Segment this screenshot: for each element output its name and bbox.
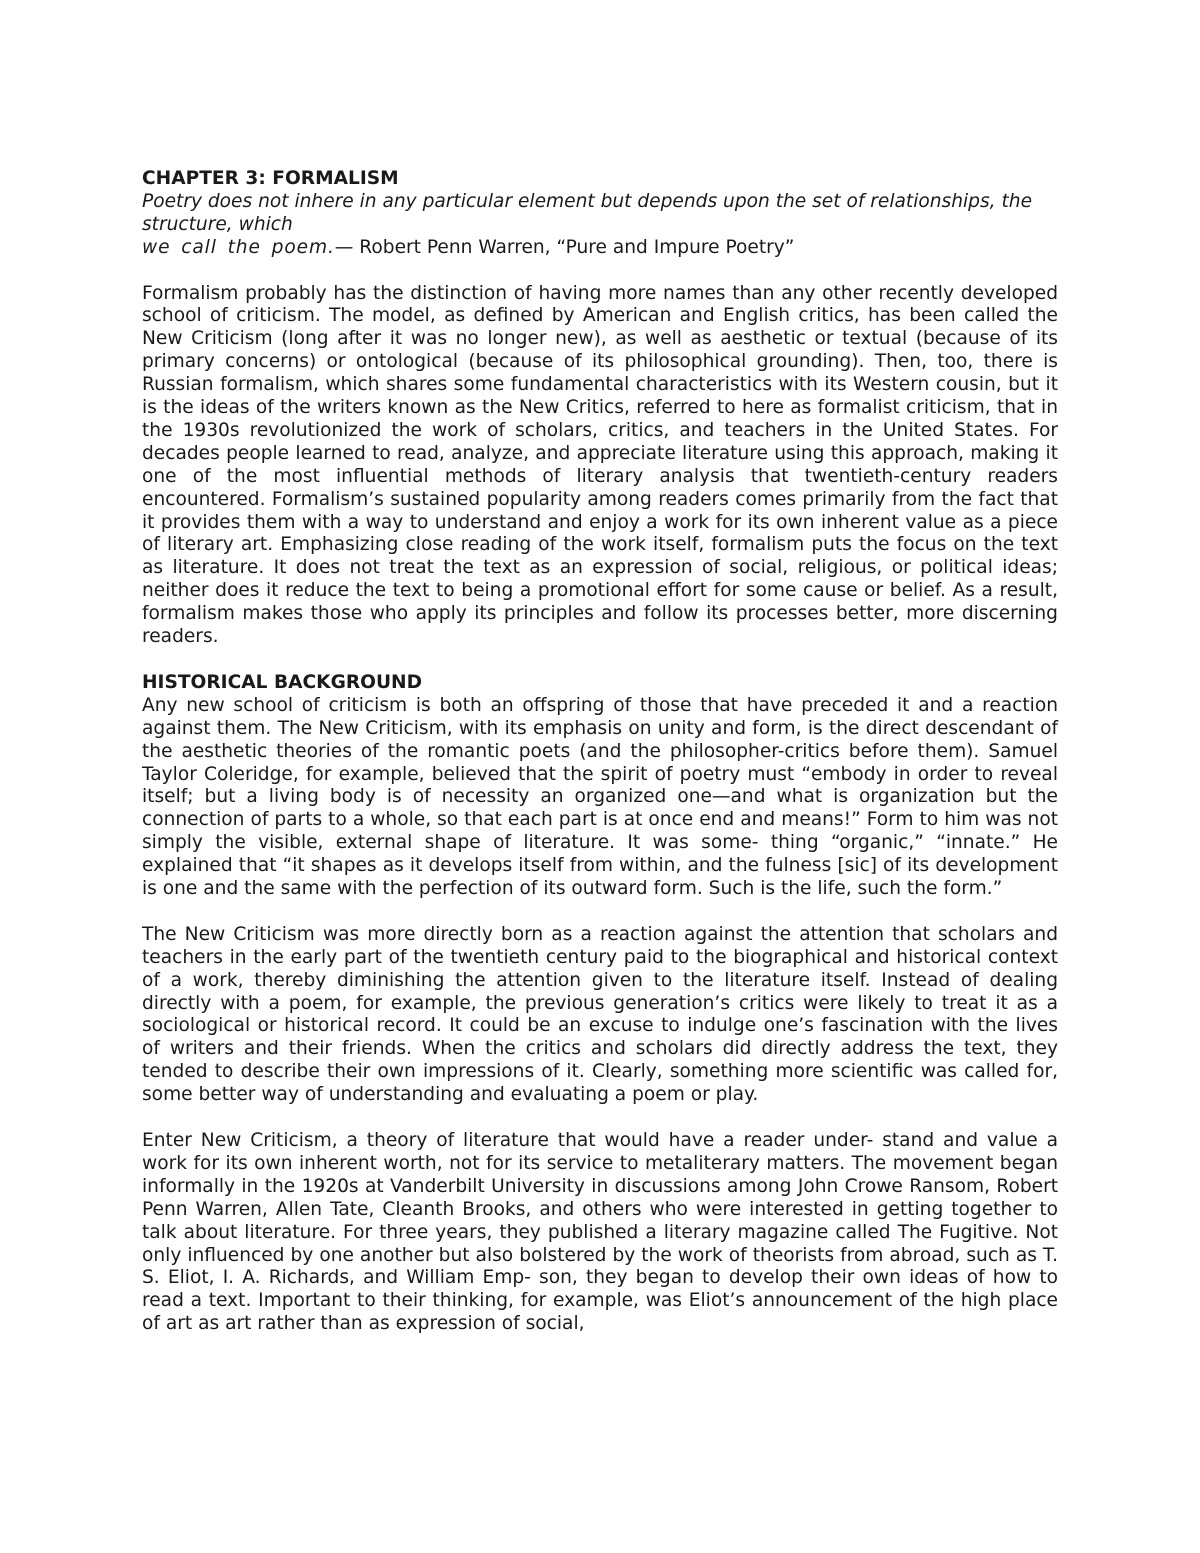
section-heading-historical-background: HISTORICAL BACKGROUND [142, 671, 423, 693]
spacer [142, 649, 1058, 672]
historical-paragraph-3: Enter New Criticism, a theory of literature that would have a reader under- stand and value a work for its own inherent worth, not for its service to metaliterary matters. The movement began informally in the 1920s at Vanderbilt University in discussions among John Crowe Ransom, Robert Penn Warren, Allen Tate, Cleanth Brooks, and others who were interested in getting together to talk about literature. For three years, they published a literary magazine called The Fugitive. Not only influenced by one another but also bolstered by the work of theorists from abroad, such as T. S. Eliot, I. A. Richards, and William Emp- son, they began to develop their own ideas of how to read a text. Important to their thinking, for example, was Eliot’s announcement of the high place of art as art rather than as expression of social, [142, 1130, 1058, 1335]
historical-paragraph-1: Any new school of criticism is both an offspring of those that have preceded it and a reaction against them. The New Criticism, with its emphasis on unity and form, is the direct descendant of the aesthetic theories of the romantic poets (and the philosopher-critics before them). Samuel Taylor Coleridge, for example, believed that the spirit of poetry must “embody in order to reveal itself; but a living body is of necessity an organized one—and what is organization but the connection of parts to a whole, so that each part is at once end and means!” Form to him was not simply the visible, external shape of literature. It was some- thing “organic,” “innate.” He explained that “it shapes as it develops itself from within, and the fulness [sic] of its development is one and the same with the perfection of its outward form. Such is the life, such the form.” [142, 694, 1058, 900]
spacer [142, 901, 1058, 924]
epigraph-attribution: — Robert Penn Warren, “Pure and Impure Poetry” [334, 236, 795, 258]
historical-paragraph-2: The New Criticism was more directly born as a reaction against the attention that scholars and teachers in the early part of the twentieth century paid to the biographical and historical context of a work, thereby diminishing the attention given to the literature itself. Instead of dealing directly with a poem, for example, the previous generation’s critics were likely to treat it as a sociological or historical record. It could be an excuse to indulge one’s fascination with the lives of writers and their friends. When the critics and scholars did directly address the text, they tended to describe their own impressions of it. Clearly, something more scientific was called for, some better way of understanding and evaluating a poem or play. [142, 923, 1058, 1106]
document-page [142, 168, 1058, 1336]
epigraph-last-line [142, 237, 1058, 260]
spacer [142, 260, 1058, 283]
chapter-title: CHAPTER 3: FORMALISM [142, 168, 399, 189]
intro-paragraph: Formalism probably has the distinction of having more names than any other recently developed school of criticism. The model, as defined by American and English critics, has been called the New Criticism (long after it was no longer new), as well as aesthetic or textual (because of its primary concerns) or ontological (because of its philosophical grounding). Then, too, there is Russian formalism, which shares some fundamental characteristics with its Western cousin, but it is the ideas of the writers known as the New Critics, referred to here as formalist criticism, that in the 1930s revolutionized the work of scholars, critics, and teachers in the United States. For decades people learned to read, analyze, and appreciate literature using this approach, making it one of the most influential methods of literary analysis that twentieth-century readers encountered. Formalism’s sustained popularity among readers comes primarily from the fact that it provides them with a way to understand and enjoy a work for its own inherent value as a piece of literary art. Emphasizing close reading of the work itself, formalism puts the focus on the text as literature. It does not treat the text as an expression of social, religious, or political ideas; neither does it reduce the text to being a promotional effort for some cause or belief. As a result, formalism makes those who apply its principles and follow its processes better, more discerning readers. [142, 282, 1058, 648]
epigraph-quote-end: we call the poem. [142, 236, 335, 258]
epigraph-quote: Poetry does not inhere in any particular element but depends upon the set of relationships, the structure, which [142, 190, 1033, 235]
epigraph [142, 191, 1058, 260]
spacer [142, 1107, 1058, 1130]
